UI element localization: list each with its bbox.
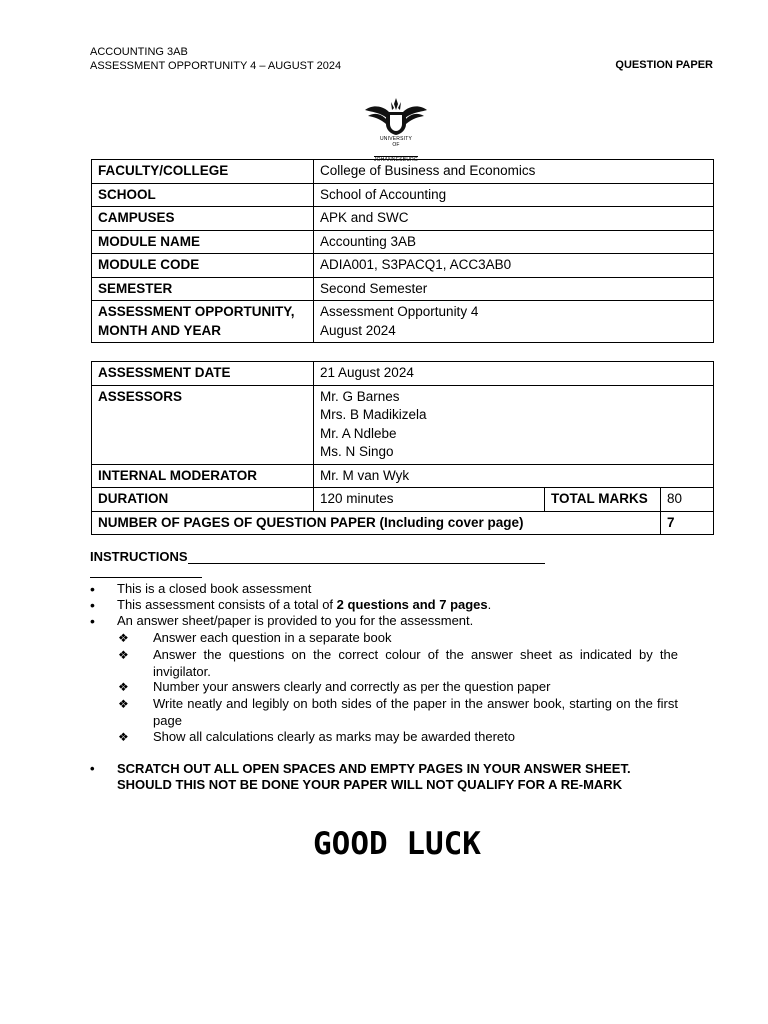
module-name-value: Accounting 3AB xyxy=(314,230,714,254)
module-code-label: MODULE CODE xyxy=(92,254,314,278)
uj-emblem-icon xyxy=(363,96,429,136)
opportunity-value xyxy=(314,301,714,343)
assessment-details-table xyxy=(91,361,714,535)
bullet-icon: • xyxy=(90,597,95,613)
table-row xyxy=(92,362,714,386)
assessors-label: ASSESSORS xyxy=(92,385,314,464)
sub-instruction xyxy=(118,647,678,680)
pages-value: 7 xyxy=(661,511,714,535)
university-logo xyxy=(362,96,430,163)
warning-line: SCRATCH OUT ALL OPEN SPACES AND EMPTY PAGES IN YOUR ANSWER SHEET. xyxy=(117,761,631,776)
sub-instruction-text: Show all calculations clearly as marks may be awarded thereto xyxy=(153,729,516,744)
bullet-icon: • xyxy=(90,761,95,776)
date-value: 21 August 2024 xyxy=(314,362,714,386)
pages-label: NUMBER OF PAGES OF QUESTION PAPER (Including cover page) xyxy=(92,511,661,535)
sub-instruction-text: Write neatly and legibly on both sides of the paper in the answer book, starting on the first page xyxy=(153,696,678,728)
course-title: ACCOUNTING 3AB xyxy=(90,46,188,58)
logo-text-3: JOHANNESBURG xyxy=(373,157,419,163)
table-row xyxy=(92,385,714,464)
sub-instruction-text: Answer each question in a separate book xyxy=(153,630,392,645)
campuses-label: CAMPUSES xyxy=(92,207,314,231)
instruction-text-emphasis: 2 questions and 7 pages xyxy=(336,597,488,612)
diamond-bullet-icon: ❖ xyxy=(118,697,129,711)
faculty-value: College of Business and Economics xyxy=(314,160,714,184)
table-row xyxy=(92,277,714,301)
scratch-out-warning xyxy=(90,761,710,793)
assessor-name: Mr. A Ndlebe xyxy=(320,425,397,441)
school-label: SCHOOL xyxy=(92,183,314,207)
faculty-label: FACULTY/COLLEGE xyxy=(92,160,314,184)
logo-text-1: UNIVERSITY xyxy=(379,136,412,142)
instruction-text-part: . xyxy=(487,597,492,612)
instruction-text: This is a closed book assessment xyxy=(117,581,312,596)
total-marks-label: TOTAL MARKS xyxy=(545,488,661,512)
opportunity-value-line1: Assessment Opportunity 4 xyxy=(320,304,479,319)
table-row xyxy=(92,464,714,488)
sub-instruction-text: Number your answers clearly and correctly as per the question paper xyxy=(153,679,551,694)
module-name-label: MODULE NAME xyxy=(92,230,314,254)
module-code-value: ADIA001, S3PACQ1, ACC3AB0 xyxy=(314,254,714,278)
module-info-table xyxy=(91,159,714,343)
warning-text xyxy=(117,761,710,793)
moderator-label: INTERNAL MODERATOR xyxy=(92,464,314,488)
instructions-heading xyxy=(90,549,545,564)
good-luck-message: GOOD LUCK xyxy=(313,826,481,862)
instruction-text xyxy=(117,597,491,613)
school-value: School of Accounting xyxy=(314,183,714,207)
semester-label: SEMESTER xyxy=(92,277,314,301)
sub-instruction xyxy=(118,696,678,729)
duration-label: DURATION xyxy=(92,488,314,512)
table-row xyxy=(92,207,714,231)
diamond-bullet-icon: ❖ xyxy=(118,680,129,694)
table-row xyxy=(92,301,714,343)
logo-text-2: OF xyxy=(392,142,400,148)
opportunity-label xyxy=(92,301,314,343)
moderator-value: Mr. M van Wyk xyxy=(314,464,714,488)
table-row xyxy=(92,230,714,254)
divider xyxy=(90,577,202,578)
opportunity-label-line2: MONTH AND YEAR xyxy=(98,322,222,338)
bullet-icon: • xyxy=(90,581,95,597)
campuses-value: APK and SWC xyxy=(314,207,714,231)
sub-instruction-text: Answer the questions on the correct colour of the answer sheet as indicated by the invigilator. xyxy=(153,647,678,679)
assessors-value xyxy=(314,385,714,464)
diamond-bullet-icon: ❖ xyxy=(118,730,129,744)
diamond-bullet-icon: ❖ xyxy=(118,631,129,645)
sub-instruction xyxy=(118,729,678,746)
duration-value: 120 minutes xyxy=(314,488,545,512)
assessor-name: Ms. N Singo xyxy=(320,444,394,459)
total-marks-value: 80 xyxy=(661,488,714,512)
opportunity-label-line1: ASSESSMENT OPPORTUNITY, xyxy=(98,304,295,319)
table-row xyxy=(92,511,714,535)
assessment-subtitle: ASSESSMENT OPPORTUNITY 4 – AUGUST 2024 xyxy=(90,60,342,72)
table-row xyxy=(92,183,714,207)
heading-underline xyxy=(188,551,545,564)
sub-instruction xyxy=(118,630,678,647)
warning-line: SHOULD THIS NOT BE DONE YOUR PAPER WILL NOT QUALIFY FOR A RE-MARK xyxy=(117,777,623,792)
document-type: QUESTION PAPER xyxy=(615,59,713,71)
instructions-title: INSTRUCTIONS xyxy=(90,549,188,564)
instruction-text-part: This assessment consists of a total of xyxy=(117,597,337,612)
opportunity-value-line2: August 2024 xyxy=(320,322,396,338)
date-label: ASSESSMENT DATE xyxy=(92,362,314,386)
table-row xyxy=(92,254,714,278)
instruction-text: An answer sheet/paper is provided to you for the assessment. xyxy=(117,613,474,628)
table-row xyxy=(92,160,714,184)
bullet-icon: • xyxy=(90,613,95,629)
assessor-name: Mr. G Barnes xyxy=(320,388,400,404)
assessor-name: Mrs. B Madikizela xyxy=(320,407,427,422)
header-left xyxy=(90,45,341,73)
table-row xyxy=(92,488,714,512)
semester-value: Second Semester xyxy=(314,277,714,301)
diamond-bullet-icon: ❖ xyxy=(118,648,129,662)
sub-instruction xyxy=(118,679,678,696)
